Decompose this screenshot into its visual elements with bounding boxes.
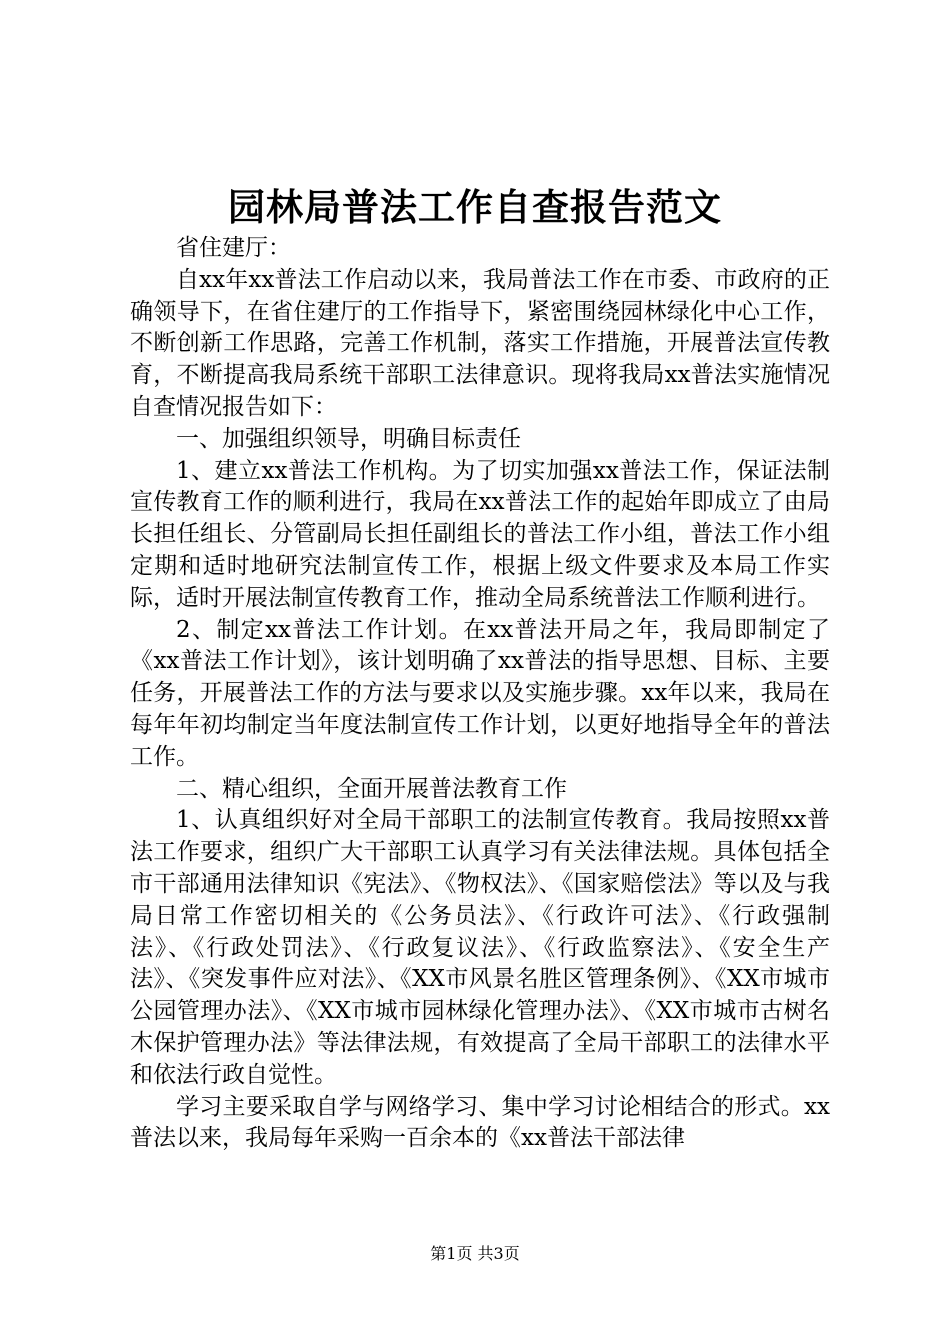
paragraph-1-2: 2、制定xx普法工作计划。在xx普法开局之年，我局即制定了《xx普法工作计划》，该计划明确了xx普法的指导思想、目标、主要任务，开展普法工作的方法与要求以及实施步骤。xx年以来，我局在每年年初均制定当年度法制宣传工作计划，以更好地指导全年的普法工作。 <box>130 616 830 770</box>
salutation: 省住建厅： <box>176 235 291 261</box>
paragraph-2-1: 1、认真组织好对全局干部职工的法制宣传教育。我局按照xx普法工作要求，组织广大干部职工认真学习有关法律法规。具体包括全市干部通用法律知识《宪法》、《物权法》、《国家赔偿法》等以及与我局日常工作密切相关的《公务员法》、《行政许可法》、《行政强制法》、《行政处罚法》、《行政复议法》、《行政监察法》、《安全生产法》、《突发事件应对法》、《XX市风景名胜区管理条例》、《XX市城市公园管理办法》、《XX市城市园林绿化管理办法》、《XX市城市古树名木保护管理办法》等法律法规，有效提高了全局干部职工的法律水平和依法行政自觉性。 <box>130 807 830 1088</box>
document-body <box>130 233 830 1155</box>
page-footer: 第1页 共3页 <box>430 1244 520 1263</box>
section-heading-1: 一、加强组织领导，明确目标责任 <box>176 425 521 452</box>
paragraph-intro: 自xx年xx普法工作启动以来，我局普法工作在市委、市政府的正确领导下，在省住建厅的工作指导下，紧密围绕园林绿化中心工作，不断创新工作思路，完善工作机制，落实工作措施，开展普法宣传教育，不断提高我局系统干部职工法律意识。现将我局xx普法实施情况自查情况报告如下： <box>130 266 830 420</box>
section-heading-2: 二、精心组织，全面开展普法教育工作 <box>176 775 567 802</box>
paragraph-1-1: 1、建立xx普法工作机构。为了切实加强xx普法工作，保证法制宣传教育工作的顺利进行，我局在xx普法工作的起始年即成立了由局长担任组长、分管副局长担任副组长的普法工作小组，普法工作小组定期和适时地研究法制宣传工作，根据上级文件要求及本局工作实际，适时开展法制宣传教育工作，推动全局系统普法工作顺利进行。 <box>130 457 830 611</box>
paragraph-2-2: 学习主要采取自学与网络学习、集中学习讨论相结合的形式。xx普法以来，我局每年采购一百余本的《xx普法干部法律 <box>130 1093 830 1152</box>
document-title: 园林局普法工作自查报告范文 <box>228 186 722 229</box>
